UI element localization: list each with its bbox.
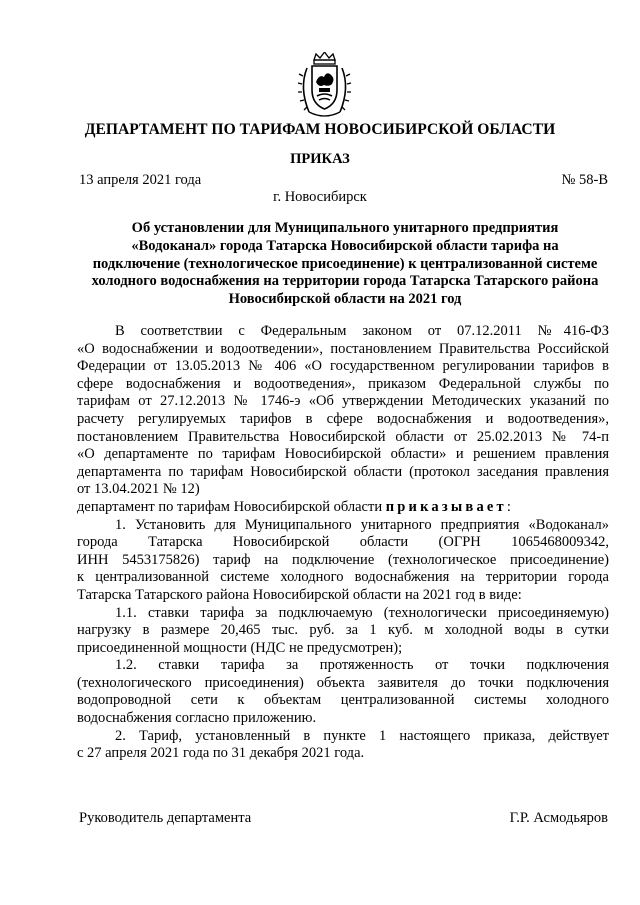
coat-of-arms-icon	[297, 52, 352, 120]
body-line: от 13.04.2021 № 12)	[77, 481, 200, 498]
signatory-position: Руководитель департамента	[79, 810, 252, 826]
subject-line: холодного водоснабжения на территории города Татарска Татарского района	[91, 273, 599, 290]
item-1-2-line: 1.2. ставки тарифа за протяженность от точки подключения	[115, 657, 609, 674]
body-line: постановлением Правительства Новосибирской области от 25.02.2013 № 74-п	[77, 428, 609, 445]
order-colon: :	[506, 498, 511, 515]
order-intro: департамент по тарифам Новосибирской области	[77, 498, 383, 515]
item-1-2-line: водоснабжения согласно приложению.	[77, 710, 317, 727]
item-1-line: к централизованной системе холодного водоснабжения на территории города	[77, 569, 609, 586]
order-line	[77, 499, 609, 517]
department-title: ДЕПАРТАМЕНТ ПО ТАРИФАМ НОВОСИБИРСКОЙ ОБЛАСТИ	[84, 121, 556, 138]
subject-line: Новосибирской области на 2021 год	[228, 291, 462, 308]
item-2-line: с 27 апреля 2021 года по 31 декабря 2021 года.	[77, 745, 365, 762]
document-type-title: ПРИКАЗ	[290, 151, 350, 167]
item-2-line: 2. Тариф, установленный в пункте 1 настоящего приказа, действует	[115, 727, 609, 744]
order-date: 13 апреля 2021 года	[79, 172, 202, 188]
body-line: «О водоснабжении и водоотведении», постановлением Правительства Российской	[77, 340, 609, 357]
item-1-line: Татарска Татарского района Новосибирской области на 2021 год в виде:	[77, 586, 522, 603]
body-line: тарифам от 27.12.2013 № 1746-э «Об утверждении Методических указаний по	[77, 393, 609, 410]
order-word: приказывает	[385, 498, 507, 515]
body-line: сфере водоснабжения и водоотведения», приказом Федеральной службы по	[77, 375, 609, 392]
city: г. Новосибирск	[273, 189, 367, 205]
subject-line: подключение (технологическое присоединение) к централизованной системе	[92, 255, 598, 272]
order-number: № 58-В	[561, 172, 608, 188]
item-1-1-line: 1.1. ставки тарифа за подключаемую (технологически присоединяемую)	[115, 604, 609, 621]
body-line: В соответствии с Федеральным законом от 07.12.2011 №416-ФЗ	[115, 323, 609, 339]
item-1-1-line: присоединенной мощности (НДС не предусмотрен);	[77, 639, 403, 656]
item-1-2-line: (технологического присоединения) объекта заявителя до точки подключения	[77, 674, 609, 691]
body-line: Федерации от 13.05.2013 № 406 «О государственном регулировании тарифов в	[77, 358, 609, 375]
signatory-name: Г.Р. Асмодьяров	[509, 810, 608, 826]
body-line: департамента по тарифам Новосибирской области (протокол заседания правления	[77, 463, 609, 480]
subject-line: Об установлении для Муниципального унитарного предприятия	[131, 220, 559, 236]
item-1-line: 1. Установить для Муниципального унитарного предприятия «Водоканал»	[115, 516, 609, 533]
item-1-2-line: водопроводной сети к объектам централизованной системы холодного	[77, 692, 609, 709]
order-subject	[75, 220, 615, 309]
body-line: «О департаменте по тарифам Новосибирской области» и решением правления	[77, 446, 609, 463]
item-1-line: города Татарска Новосибирской области (ОГРН 1065468009342,	[77, 534, 609, 551]
order-body	[77, 323, 609, 763]
item-1-1-line: нагрузку в размере 20,465 тыс. руб. за 1 куб. м холодной воды в сутки	[77, 622, 609, 639]
body-line: расчету регулируемых тарифов в сфере водоснабжения и водоотведения»,	[77, 410, 609, 427]
subject-line: «Водоканал» города Татарска Новосибирской области тарифа на	[131, 237, 559, 254]
item-1-line: ИНН 5453175826) тариф на подключение (технологическое присоединение)	[77, 551, 609, 568]
